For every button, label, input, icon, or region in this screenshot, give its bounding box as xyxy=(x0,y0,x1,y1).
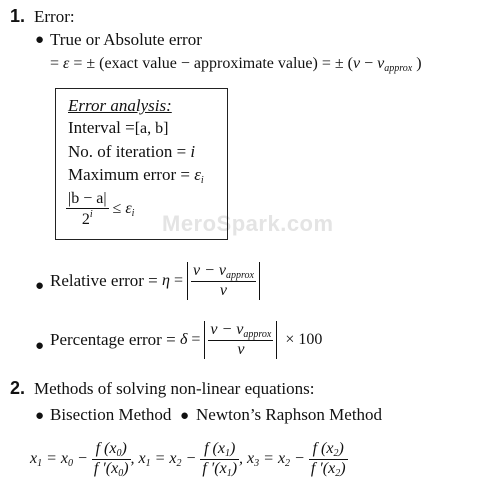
t1-numerator xyxy=(92,440,131,460)
delta-symbol: δ xyxy=(179,331,188,348)
eq-mid: = ± (exact value − approximate value) = ± ( xyxy=(69,55,353,72)
percentage-denominator: v xyxy=(237,341,245,358)
bisection-method-label: Bisection Method xyxy=(50,405,172,424)
t2-den-text: f ′(x xyxy=(202,460,227,477)
t1-mid-sub: 0 xyxy=(68,458,74,469)
term3-lhs xyxy=(239,450,309,467)
t1-den-text: f ′(x xyxy=(93,460,119,477)
percentage-fraction xyxy=(208,321,273,359)
t3-denominator xyxy=(309,460,348,479)
bullet-dot: ● xyxy=(35,32,45,48)
t2-den-sub: 1 xyxy=(226,468,232,479)
t2-den-close: ) xyxy=(231,460,238,477)
den-base: 2 xyxy=(81,211,90,228)
max-error-var: ε xyxy=(194,165,201,184)
t2-num-close: ) xyxy=(229,440,236,457)
true-absolute-error-label: True or Absolute error xyxy=(50,30,202,49)
section-2-title: Methods of solving non-linear equations: xyxy=(34,379,315,398)
percentage-numerator xyxy=(208,321,273,341)
bound-fraction xyxy=(66,190,109,229)
t1-num-sub: 0 xyxy=(116,448,122,459)
section-2-number: 2. xyxy=(10,378,26,398)
t2-mid-x: = x xyxy=(150,450,177,467)
relative-fraction xyxy=(191,262,256,300)
iteration-label: No. of iteration = xyxy=(68,142,191,161)
bound-numerator: |b − a| xyxy=(68,190,107,207)
term1-fraction xyxy=(92,440,131,479)
t1-denominator xyxy=(92,460,131,479)
t3-mid-x: = x xyxy=(259,450,286,467)
t3-mid-sub: 2 xyxy=(285,458,291,469)
section-1-title: Error: xyxy=(34,7,75,26)
t1-minus: − xyxy=(73,450,92,467)
term3-fraction xyxy=(309,440,348,479)
t3-lhs-sub: 3 xyxy=(254,458,260,469)
t2-mid-sub: 2 xyxy=(176,458,182,469)
den-exponent: i xyxy=(89,209,93,220)
section-1-number: 1. xyxy=(10,6,26,26)
t3-lhs-x: , x xyxy=(239,450,255,467)
iteration-line xyxy=(68,142,195,162)
t2-numerator xyxy=(200,440,239,460)
percentage-error-line xyxy=(50,321,322,359)
bisection-bound-formula xyxy=(66,190,134,229)
t2-num-text: f (x xyxy=(204,440,225,457)
close-paren: ) xyxy=(412,55,422,72)
term2-lhs xyxy=(131,450,201,467)
relative-error-label: Relative error = xyxy=(50,271,163,290)
t1-lhs-sub: 1 xyxy=(37,458,43,469)
iteration-var: i xyxy=(190,142,196,161)
bound-denominator xyxy=(66,209,109,229)
t3-num-close: ) xyxy=(338,440,344,457)
t1-num-text: f (x xyxy=(95,440,117,457)
t3-den-close: ) xyxy=(340,460,346,477)
t3-den-text: f ′(x xyxy=(310,460,336,477)
interval-value: [a, b] xyxy=(134,120,169,137)
t1-den-close: ) xyxy=(123,460,129,477)
bullet-dot: ● xyxy=(180,408,190,424)
t2-lhs-sub: 1 xyxy=(145,458,151,469)
max-error-label: Maximum error = xyxy=(68,165,195,184)
percentage-abs-bars xyxy=(204,321,277,359)
relative-numerator xyxy=(191,262,256,282)
newton-raphson-label: Newton’s Raphson Method xyxy=(196,405,383,424)
watermark-text: MeroSpark.com xyxy=(162,211,334,236)
relative-error-line xyxy=(50,262,260,300)
t3-num-sub: 2 xyxy=(333,448,339,459)
v-symbol: v xyxy=(352,55,361,72)
bullet-dot: ● xyxy=(35,278,45,294)
absolute-error-equation xyxy=(50,55,422,74)
error-analysis-title: Error analysis: xyxy=(68,96,172,115)
t2-lhs-x: , x xyxy=(130,450,146,467)
minus-sign: − xyxy=(360,55,378,72)
pct-num-text: v − v xyxy=(210,321,244,338)
bullet-dot: ● xyxy=(35,338,45,354)
max-error-sub: i xyxy=(200,175,204,186)
v-approx-symbol: v xyxy=(377,55,385,72)
eta-symbol: η xyxy=(162,272,170,289)
interval-line xyxy=(68,118,168,138)
times-100: × 100 xyxy=(285,331,323,348)
t1-lhs-x: x xyxy=(30,450,38,467)
t1-den-sub: 0 xyxy=(118,468,124,479)
eq-prefix: = xyxy=(50,55,64,72)
bound-rhs-sub: i xyxy=(131,208,135,220)
t1-num-close: ) xyxy=(121,440,127,457)
t2-minus: − xyxy=(181,450,201,467)
max-error-line xyxy=(68,165,204,186)
term2-fraction xyxy=(200,440,239,479)
epsilon-symbol: ε xyxy=(63,55,70,72)
approx-subscript: approx xyxy=(384,63,413,74)
rel-num-sub: approx xyxy=(225,270,254,281)
equals-sign: = xyxy=(169,272,187,289)
t2-denominator xyxy=(200,460,239,479)
pct-num-sub: approx xyxy=(243,329,272,340)
rel-num-text: v − v xyxy=(192,262,226,279)
interval-label: Interval = xyxy=(68,118,135,137)
relative-abs-bars xyxy=(187,262,260,300)
t3-minus: − xyxy=(290,450,309,467)
t3-den-sub: 2 xyxy=(335,468,341,479)
t1-mid-x: = x xyxy=(42,450,69,467)
relative-denominator: v xyxy=(219,282,228,299)
newton-iteration-formulas xyxy=(30,440,348,479)
t3-num-text: f (x xyxy=(312,440,334,457)
t2-num-sub: 1 xyxy=(224,448,230,459)
percentage-error-label: Percentage error = xyxy=(50,330,180,349)
equals-sign: = xyxy=(187,331,205,348)
bullet-dot: ● xyxy=(35,408,45,424)
t3-numerator xyxy=(309,440,348,460)
term1-lhs xyxy=(30,450,92,467)
bound-rhs: ≤ ε xyxy=(108,200,132,218)
